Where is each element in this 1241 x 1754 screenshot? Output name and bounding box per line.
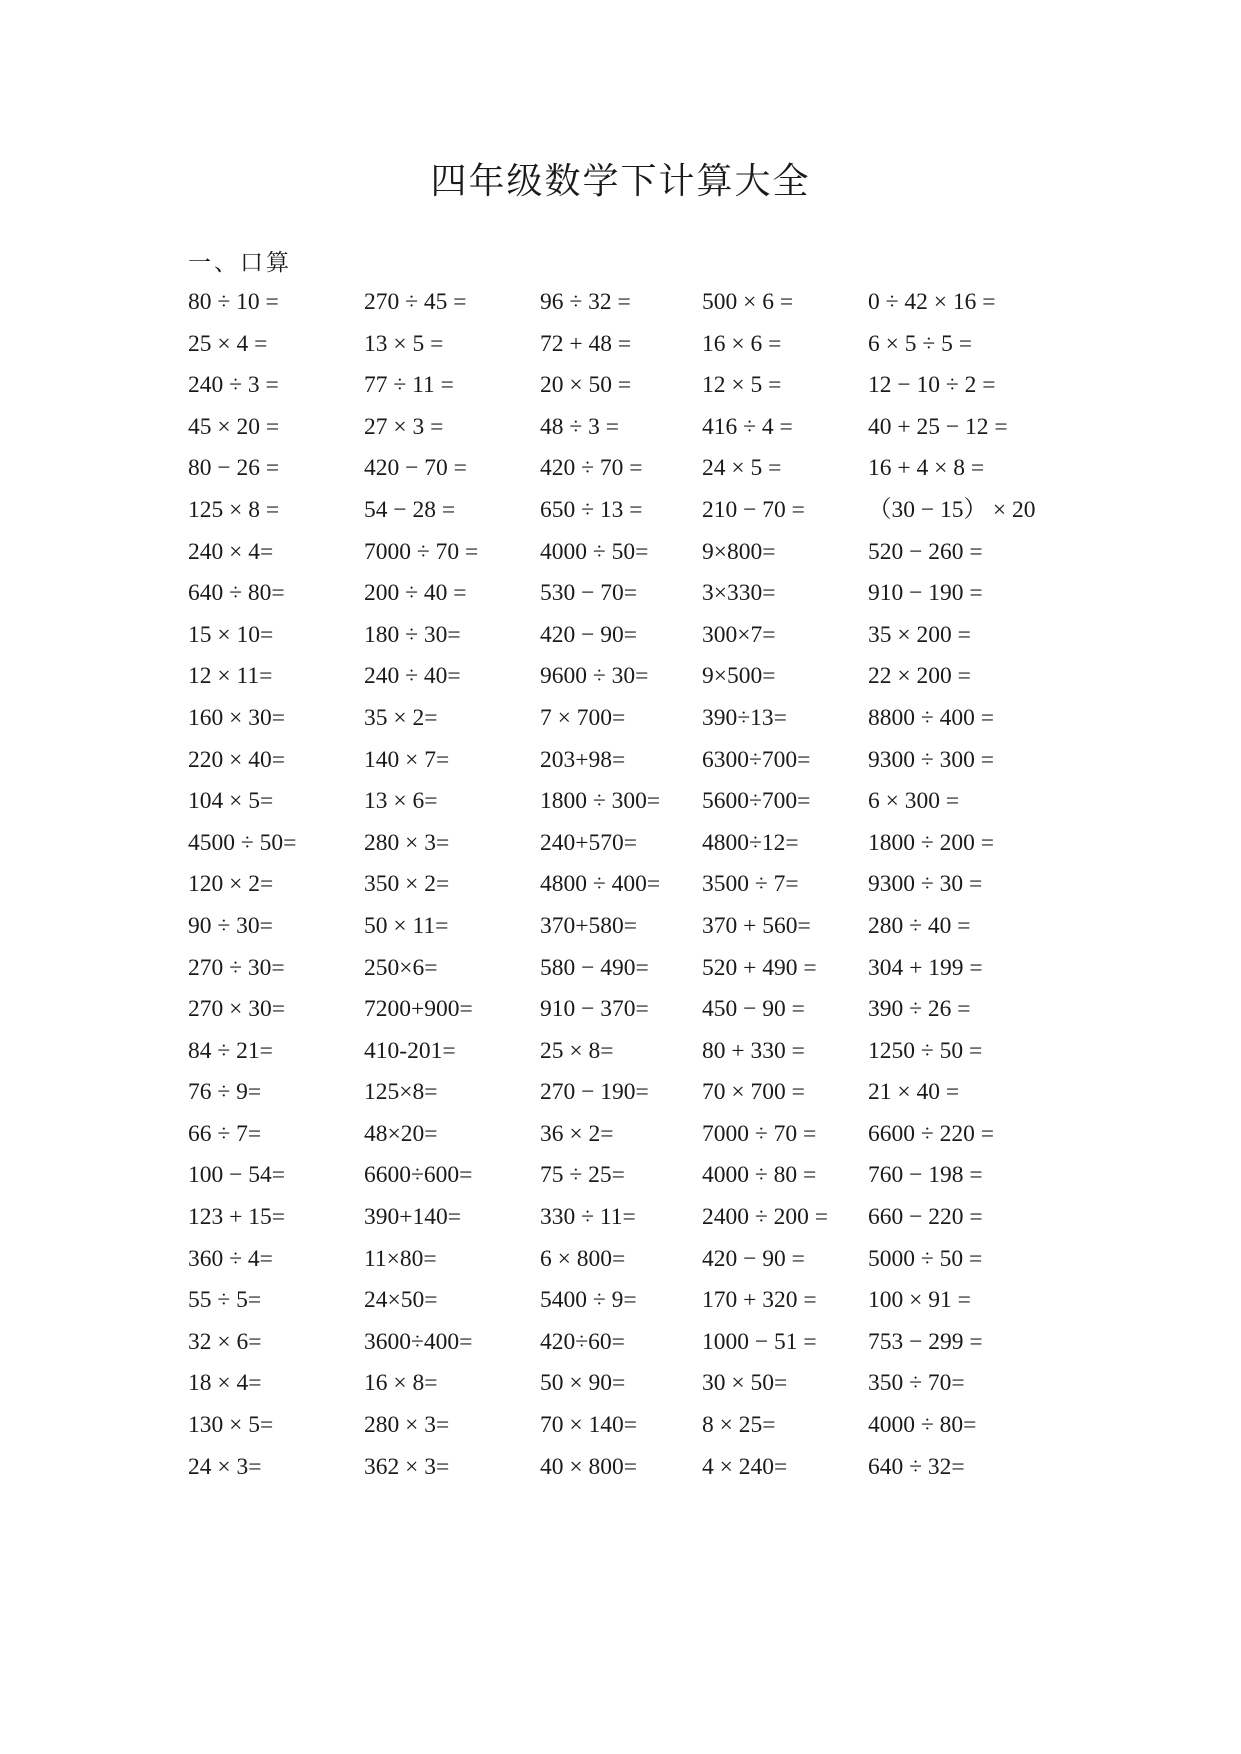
arithmetic-problem: 3500 ÷ 7= (702, 871, 799, 898)
arithmetic-problem: 304 + 199 = (868, 954, 983, 981)
arithmetic-problem: 580 − 490= (540, 954, 649, 981)
arithmetic-problem: 520 − 260 = (868, 538, 983, 565)
problem-row (188, 911, 1088, 953)
arithmetic-problem: 520 + 490 = (702, 954, 817, 981)
arithmetic-problem: 4500 ÷ 50= (188, 829, 297, 856)
arithmetic-problem: 6300÷700= (702, 746, 811, 773)
arithmetic-problem: 420 ÷ 70 = (540, 455, 643, 482)
problem-row (188, 1036, 1088, 1078)
problem-row (188, 1452, 1088, 1494)
arithmetic-problem: 7000 ÷ 70 = (364, 538, 479, 565)
arithmetic-problem: 6600÷600= (364, 1162, 473, 1189)
arithmetic-problem: 13 × 5 = (364, 330, 444, 357)
arithmetic-problem: 100 − 54= (188, 1162, 286, 1189)
arithmetic-problem: 2400 ÷ 200 = (702, 1204, 829, 1231)
arithmetic-problem: （30 − 15） × 20 (868, 496, 1036, 523)
arithmetic-problem: 300×7= (702, 621, 776, 648)
arithmetic-problem: 8 × 25= (702, 1412, 776, 1439)
arithmetic-problem: 22 × 200 = (868, 663, 971, 690)
arithmetic-problem: 280 × 3= (364, 829, 450, 856)
arithmetic-problem: 1800 ÷ 200 = (868, 829, 995, 856)
arithmetic-problem: 160 × 30= (188, 704, 286, 731)
arithmetic-problem: 910 − 370= (540, 996, 649, 1023)
arithmetic-problem: 125 × 8 = (188, 496, 280, 523)
section-heading-oral-arithmetic: 一、口算 (188, 250, 292, 276)
arithmetic-problem: 240 × 4= (188, 538, 274, 565)
arithmetic-problem: 3×330= (702, 580, 776, 607)
arithmetic-problem: 0 ÷ 42 × 16 = (868, 289, 996, 315)
arithmetic-problem: 390 ÷ 26 = (868, 996, 971, 1023)
problem-row (188, 786, 1088, 828)
arithmetic-problem: 910 − 190 = (868, 580, 983, 607)
arithmetic-problem: 270 ÷ 45 = (364, 289, 467, 315)
arithmetic-problem: 350 ÷ 70= (868, 1370, 965, 1397)
problem-row (188, 578, 1088, 620)
arithmetic-problem: 130 × 5= (188, 1412, 274, 1439)
problem-row (188, 994, 1088, 1036)
problem-row (188, 620, 1088, 662)
arithmetic-problem: 650 ÷ 13 = (540, 496, 643, 523)
arithmetic-problem: 6 × 800= (540, 1245, 626, 1272)
arithmetic-problem: 7200+900= (364, 996, 473, 1023)
arithmetic-problem: 1800 ÷ 300= (540, 788, 661, 815)
problem-row (188, 412, 1088, 454)
arithmetic-problem: 9300 ÷ 30 = (868, 871, 983, 898)
arithmetic-problem: 330 ÷ 11= (540, 1204, 636, 1231)
arithmetic-problem: 7 × 700= (540, 704, 626, 731)
arithmetic-problem: 25 × 8= (540, 1037, 614, 1064)
arithmetic-problem: 9300 ÷ 300 = (868, 746, 995, 773)
arithmetic-problem: 5000 ÷ 50 = (868, 1245, 983, 1272)
arithmetic-problem: 80 + 330 = (702, 1037, 805, 1064)
arithmetic-problem: 16 × 6 = (702, 330, 782, 357)
arithmetic-problem: 7000 ÷ 70 = (702, 1120, 817, 1147)
arithmetic-problem: 360 ÷ 4= (188, 1245, 273, 1272)
arithmetic-problem: 530 − 70= (540, 580, 638, 607)
arithmetic-problem: 660 − 220 = (868, 1204, 983, 1231)
problem-row (188, 1285, 1088, 1327)
problem-row (188, 1368, 1088, 1410)
arithmetic-problem: 120 × 2= (188, 871, 274, 898)
arithmetic-problem: 4800 ÷ 400= (540, 871, 661, 898)
arithmetic-problem: 40 × 800= (540, 1453, 638, 1480)
arithmetic-problem: 15 × 10= (188, 621, 274, 648)
arithmetic-problem: 450 − 90 = (702, 996, 805, 1023)
arithmetic-problem: 420÷60= (540, 1328, 625, 1355)
arithmetic-problem: 84 ÷ 21= (188, 1037, 273, 1064)
arithmetic-problem: 16 × 8= (364, 1370, 438, 1397)
arithmetic-problem: 200 ÷ 40 = (364, 580, 467, 607)
arithmetic-problem: 270 − 190= (540, 1079, 649, 1106)
arithmetic-problem: 48 ÷ 3 = (540, 413, 620, 440)
arithmetic-problem: 240 ÷ 40= (364, 663, 461, 690)
arithmetic-problem: 24×50= (364, 1287, 438, 1314)
arithmetic-problem: 50 × 11= (364, 912, 449, 939)
problem-row (188, 329, 1088, 371)
arithmetic-problem: 250×6= (364, 954, 438, 981)
arithmetic-problem: 640 ÷ 80= (188, 580, 285, 607)
arithmetic-problem: 6 × 5 ÷ 5 = (868, 330, 973, 357)
arithmetic-problem: 77 ÷ 11 = (364, 372, 454, 399)
arithmetic-problem: 3600÷400= (364, 1328, 473, 1355)
arithmetic-problem: 640 ÷ 32= (868, 1453, 965, 1480)
arithmetic-problem: 70 × 700 = (702, 1079, 805, 1106)
problem-row (188, 370, 1088, 412)
arithmetic-problem: 410-201= (364, 1037, 456, 1064)
problem-row (188, 869, 1088, 911)
arithmetic-problem: 75 ÷ 25= (540, 1162, 625, 1189)
arithmetic-problem: 390+140= (364, 1204, 462, 1231)
arithmetic-problem: 203+98= (540, 746, 626, 773)
problem-row (188, 745, 1088, 787)
arithmetic-problem: 4000 ÷ 80= (868, 1412, 977, 1439)
arithmetic-problem: 350 × 2= (364, 871, 450, 898)
problem-row (188, 495, 1088, 537)
problem-row (188, 1077, 1088, 1119)
arithmetic-problem: 416 ÷ 4 = (702, 413, 793, 440)
arithmetic-problem: 54 − 28 = (364, 496, 456, 523)
problem-row (188, 537, 1088, 579)
arithmetic-problem: 4 × 240= (702, 1453, 788, 1480)
arithmetic-problem: 270 × 30= (188, 996, 286, 1023)
arithmetic-problem: 370+580= (540, 912, 638, 939)
problem-row (188, 1119, 1088, 1161)
arithmetic-problem: 280 ÷ 40 = (868, 912, 971, 939)
arithmetic-problem: 90 ÷ 30= (188, 912, 273, 939)
arithmetic-problem: 1250 ÷ 50 = (868, 1037, 983, 1064)
arithmetic-problem: 170 + 320 = (702, 1287, 817, 1314)
arithmetic-problem: 5400 ÷ 9= (540, 1287, 637, 1314)
arithmetic-problem: 96 ÷ 32 = (540, 289, 631, 315)
arithmetic-problem: 55 ÷ 5= (188, 1287, 262, 1314)
arithmetic-problem: 125×8= (364, 1079, 438, 1106)
problem-row (188, 1327, 1088, 1369)
arithmetic-problem: 420 − 90= (540, 621, 638, 648)
arithmetic-problem: 123 + 15= (188, 1204, 286, 1231)
problem-row (188, 1160, 1088, 1202)
arithmetic-problem: 16 + 4 × 8 = (868, 455, 985, 482)
arithmetic-problem: 760 − 198 = (868, 1162, 983, 1189)
arithmetic-problem: 180 ÷ 30= (364, 621, 461, 648)
arithmetic-problem: 20 × 50 = (540, 372, 632, 399)
problem-row (188, 287, 1088, 329)
arithmetic-problem: 24 × 5 = (702, 455, 782, 482)
arithmetic-problem: 240+570= (540, 829, 638, 856)
arithmetic-problem: 362 × 3= (364, 1453, 450, 1480)
arithmetic-problem: 80 ÷ 10 = (188, 289, 279, 315)
problem-row (188, 1202, 1088, 1244)
page-title: 四年级数学下计算大全 (430, 161, 811, 202)
arithmetic-problem: 11×80= (364, 1245, 437, 1272)
problem-row (188, 661, 1088, 703)
arithmetic-problem: 270 ÷ 30= (188, 954, 285, 981)
arithmetic-problem: 100 × 91 = (868, 1287, 971, 1314)
arithmetic-problem: 35 × 200 = (868, 621, 971, 648)
arithmetic-problem: 420 − 90 = (702, 1245, 805, 1272)
arithmetic-problem: 6 × 300 = (868, 788, 960, 815)
arithmetic-problem: 12 − 10 ÷ 2 = (868, 372, 996, 399)
arithmetic-problem: 30 × 50= (702, 1370, 788, 1397)
arithmetic-problem: 8800 ÷ 400 = (868, 704, 995, 731)
arithmetic-problem: 27 × 3 = (364, 413, 444, 440)
arithmetic-problem: 500 × 6 = (702, 289, 794, 315)
arithmetic-problem: 12 × 5 = (702, 372, 782, 399)
arithmetic-problem: 25 × 4 = (188, 330, 268, 357)
problem-row (188, 828, 1088, 870)
arithmetic-problem: 9×500= (702, 663, 776, 690)
problem-row (188, 453, 1088, 495)
arithmetic-problem: 4800÷12= (702, 829, 799, 856)
arithmetic-problem: 9600 ÷ 30= (540, 663, 649, 690)
arithmetic-problem: 21 × 40 = (868, 1079, 960, 1106)
arithmetic-problem: 240 ÷ 3 = (188, 372, 279, 399)
arithmetic-problem: 24 × 3= (188, 1453, 262, 1480)
arithmetic-problem: 32 × 6= (188, 1328, 262, 1355)
arithmetic-problem: 72 + 48 = (540, 330, 632, 357)
arithmetic-problem: 45 × 20 = (188, 413, 280, 440)
arithmetic-problem: 48×20= (364, 1120, 438, 1147)
arithmetic-problem: 6600 ÷ 220 = (868, 1120, 995, 1147)
arithmetic-problem: 4000 ÷ 80 = (702, 1162, 817, 1189)
problem-row (188, 1410, 1088, 1452)
arithmetic-problem: 140 × 7= (364, 746, 450, 773)
arithmetic-problem: 36 × 2= (540, 1120, 614, 1147)
arithmetic-problem: 220 × 40= (188, 746, 286, 773)
arithmetic-problem: 13 × 6= (364, 788, 438, 815)
arithmetic-problem: 390÷13= (702, 704, 787, 731)
arithmetic-problem: 18 × 4= (188, 1370, 262, 1397)
arithmetic-problem: 12 × 11= (188, 663, 273, 690)
arithmetic-problem: 80 − 26 = (188, 455, 280, 482)
arithmetic-problem: 5600÷700= (702, 788, 811, 815)
problem-row (188, 703, 1088, 745)
arithmetic-problem: 210 − 70 = (702, 496, 805, 523)
arithmetic-problem: 753 − 299 = (868, 1328, 983, 1355)
arithmetic-problem: 1000 − 51 = (702, 1328, 817, 1355)
arithmetic-problem: 280 × 3= (364, 1412, 450, 1439)
arithmetic-problem: 35 × 2= (364, 704, 438, 731)
problem-row (188, 1244, 1088, 1286)
arithmetic-problem: 9×800= (702, 538, 776, 565)
arithmetic-problem: 40 + 25 − 12 = (868, 413, 1008, 440)
arithmetic-problem: 66 ÷ 7= (188, 1120, 262, 1147)
arithmetic-problem: 70 × 140= (540, 1412, 638, 1439)
arithmetic-problem: 4000 ÷ 50= (540, 538, 649, 565)
problem-grid (188, 287, 1088, 1493)
arithmetic-problem: 104 × 5= (188, 788, 274, 815)
arithmetic-problem: 370 + 560= (702, 912, 811, 939)
arithmetic-problem: 76 ÷ 9= (188, 1079, 262, 1106)
arithmetic-problem: 50 × 90= (540, 1370, 626, 1397)
arithmetic-problem: 420 − 70 = (364, 455, 467, 482)
problem-row (188, 953, 1088, 995)
